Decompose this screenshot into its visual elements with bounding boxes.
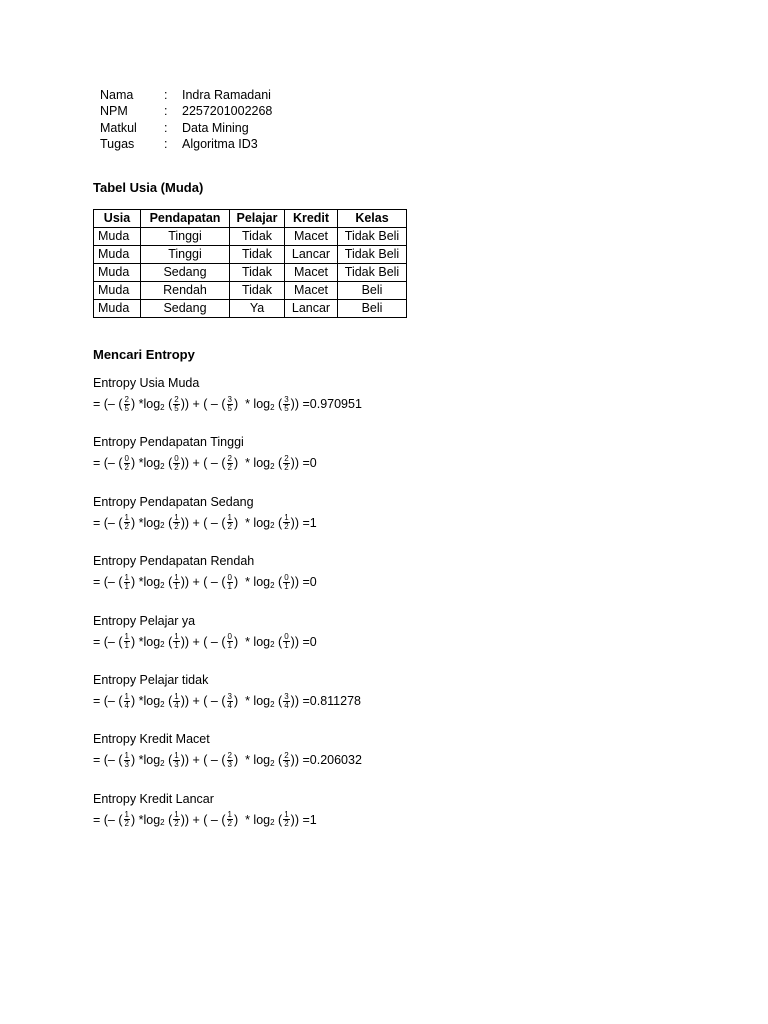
entropy-entry [93, 493, 317, 535]
fraction [227, 811, 233, 828]
table-cell: Beli [338, 282, 407, 300]
entropy-label: Entropy Kredit Lancar [93, 791, 214, 806]
fraction-denominator: 2 [124, 522, 129, 532]
fraction [227, 633, 233, 650]
fraction [283, 514, 289, 531]
fraction-denominator: 5 [124, 403, 129, 413]
table-row [94, 246, 407, 264]
info-key: Matkul [100, 120, 137, 135]
fraction-denominator: 2 [124, 462, 129, 472]
fraction [173, 693, 179, 710]
fraction-numerator: 2 [227, 453, 232, 463]
fraction-numerator: 1 [174, 632, 179, 642]
fraction-numerator: 1 [124, 572, 129, 582]
table-cell: Lancar [285, 246, 338, 264]
fraction [124, 574, 130, 591]
fraction-denominator: 4 [284, 700, 289, 710]
table-cell: Tidak [230, 264, 285, 282]
fraction [283, 396, 289, 413]
fraction-denominator: 3 [227, 759, 232, 769]
fraction-numerator: 1 [174, 691, 179, 701]
fraction [173, 455, 179, 472]
fraction-denominator: 2 [174, 819, 179, 829]
fraction-denominator: 5 [174, 403, 179, 413]
table-cell: Tidak Beli [338, 264, 407, 282]
fraction [173, 633, 179, 650]
table-header-cell: Pelajar [230, 210, 285, 228]
fraction-denominator: 4 [124, 700, 129, 710]
info-row [100, 120, 272, 136]
entropy-result: 0 [309, 575, 317, 590]
table-cell: Muda [94, 282, 141, 300]
fraction-numerator: 2 [227, 750, 232, 760]
fraction [283, 455, 289, 472]
table-cell: Beli [338, 300, 407, 318]
data-table [93, 209, 407, 318]
table-cell: Sedang [141, 264, 230, 282]
fraction [124, 455, 130, 472]
table-cell: Macet [285, 264, 338, 282]
fraction [173, 752, 179, 769]
fraction-denominator: 1 [284, 641, 289, 651]
table-cell: Tinggi [141, 228, 230, 246]
fraction-denominator: 3 [124, 759, 129, 769]
entropy-formula: = (– ( $\frac{2}{5}$ ) *log 2 ( $\frac{2}{5}$ )) + ( – ( $\frac{3}{5}$ ) * log 2 ( $\frac{3}{5}$ )) = 0.970951 [93, 394, 362, 413]
fraction [124, 396, 130, 413]
entropy-section-title: Mencari Entropy [93, 347, 195, 362]
fraction-numerator: 0 [124, 453, 129, 463]
table-cell: Tidak [230, 282, 285, 300]
fraction [283, 752, 289, 769]
table-header-cell: Usia [94, 210, 141, 228]
fraction [227, 455, 233, 472]
fraction-denominator: 1 [174, 641, 179, 651]
fraction-numerator: 3 [227, 691, 232, 701]
entropy-label: Entropy Kredit Macet [93, 732, 210, 747]
fraction-denominator: 1 [124, 641, 129, 651]
info-row [100, 103, 272, 119]
fraction-numerator: 2 [284, 453, 289, 463]
table-cell: Muda [94, 228, 141, 246]
entropy-formula: = (– ( $\frac{1}{1}$ ) *log 2 ( $\frac{1}{1}$ )) + ( – ( $\frac{0}{1}$ ) * log 2 ( $\frac{0}{1}$ )) = 0 [93, 572, 317, 591]
info-key: Nama [100, 88, 134, 102]
fraction-numerator: 0 [284, 632, 289, 642]
table-cell: Rendah [141, 282, 230, 300]
fraction [227, 752, 233, 769]
fraction-numerator: 1 [124, 691, 129, 701]
table-header-row [94, 210, 407, 228]
fraction-numerator: 1 [227, 810, 232, 820]
info-value: 2257201002268 [182, 104, 273, 119]
table-cell: Tidak [230, 246, 285, 264]
fraction-numerator: 1 [174, 750, 179, 760]
table-cell: Muda [94, 246, 141, 264]
entropy-label: Entropy Pelajar tidak [93, 673, 209, 687]
entropy-result: 0.811278 [309, 694, 361, 708]
table-cell: Tidak Beli [338, 246, 407, 264]
fraction-numerator: 1 [284, 513, 289, 523]
fraction-numerator: 1 [124, 513, 129, 523]
fraction [124, 811, 130, 828]
fraction-denominator: 4 [174, 700, 179, 710]
fraction [283, 633, 289, 650]
fraction-numerator: 0 [227, 632, 232, 642]
fraction-denominator: 2 [284, 522, 289, 532]
entropy-entry [93, 671, 361, 713]
info-value: Indra Ramadani [182, 88, 271, 102]
info-value: Algoritma ID3 [182, 136, 258, 151]
fraction-numerator: 1 [174, 810, 179, 820]
fraction-numerator: 2 [124, 394, 129, 404]
table-cell: Tidak Beli [338, 228, 407, 246]
fraction [124, 752, 130, 769]
fraction-denominator: 2 [124, 819, 129, 829]
table-row [94, 300, 407, 318]
fraction-denominator: 2 [227, 522, 232, 532]
student-info [100, 87, 272, 152]
table-cell: Macet [285, 228, 338, 246]
fraction-denominator: 2 [227, 462, 232, 472]
entropy-formula: = (– ( $\frac{0}{2}$ ) *log 2 ( $\frac{0}{2}$ )) + ( – ( $\frac{2}{2}$ ) * log 2 ( $\frac{2}{2}$ )) = 0 [93, 453, 317, 472]
info-key: NPM [100, 104, 128, 119]
entropy-formula: = (– ( $\frac{1}{1}$ ) *log 2 ( $\frac{1}{1}$ )) + ( – ( $\frac{0}{1}$ ) * log 2 ( $\frac{0}{1}$ )) = 0 [93, 632, 317, 651]
entropy-label: Entropy Pendapatan Tinggi [93, 435, 244, 450]
table-cell: Muda [94, 264, 141, 282]
entropy-formula: = (– ( $\frac{1}{3}$ ) *log 2 ( $\frac{1}{3}$ )) + ( – ( $\frac{2}{3}$ ) * log 2 ( $\frac{2}{3}$ )) = 0.206032 [93, 750, 362, 769]
info-row [100, 136, 272, 152]
entropy-entry [93, 790, 317, 832]
info-sep: : [164, 120, 168, 135]
fraction [283, 574, 289, 591]
entropy-formula: = (– ( $\frac{1}{2}$ ) *log 2 ( $\frac{1}{2}$ )) + ( – ( $\frac{1}{2}$ ) * log 2 ( $\frac{1}{2}$ )) = 1 [93, 513, 317, 532]
info-sep: : [164, 136, 168, 151]
fraction-denominator: 4 [227, 700, 232, 710]
table-row [94, 264, 407, 282]
fraction-numerator: 1 [124, 632, 129, 642]
fraction-denominator: 1 [227, 581, 232, 591]
fraction-denominator: 2 [174, 462, 179, 472]
info-sep: : [164, 88, 168, 102]
fraction-numerator: 1 [227, 513, 232, 523]
table-header-cell: Kredit [285, 210, 338, 228]
fraction-numerator: 2 [174, 394, 179, 404]
fraction [227, 574, 233, 591]
fraction-numerator: 3 [284, 394, 289, 404]
table-cell: Ya [230, 300, 285, 318]
fraction-numerator: 1 [124, 750, 129, 760]
entropy-entry [93, 374, 362, 416]
table-cell: Lancar [285, 300, 338, 318]
entropy-result: 0 [309, 634, 317, 649]
fraction-denominator: 2 [227, 819, 232, 829]
entropy-label: Entropy Usia Muda [93, 376, 200, 390]
fraction-numerator: 1 [174, 572, 179, 582]
table-cell: Muda [94, 300, 141, 318]
fraction-denominator: 5 [227, 403, 232, 413]
fraction [227, 396, 233, 413]
fraction-denominator: 1 [227, 641, 232, 651]
info-sep: : [164, 104, 168, 119]
fraction [173, 396, 179, 413]
entropy-entry [93, 433, 317, 475]
fraction-denominator: 1 [124, 581, 129, 591]
fraction [173, 574, 179, 591]
fraction-denominator: 1 [284, 581, 289, 591]
table-cell: Tidak [230, 228, 285, 246]
fraction-numerator: 2 [284, 750, 289, 760]
fraction [124, 633, 130, 650]
entropy-result: 0.206032 [309, 753, 362, 768]
table-cell: Sedang [141, 300, 230, 318]
fraction-denominator: 1 [174, 581, 179, 591]
fraction [283, 811, 289, 828]
fraction-numerator: 1 [174, 513, 179, 523]
entropy-entry [93, 730, 362, 772]
fraction-numerator: 0 [284, 572, 289, 582]
table-row [94, 282, 407, 300]
fraction-denominator: 2 [174, 522, 179, 532]
fraction-numerator: 1 [284, 810, 289, 820]
fraction [173, 811, 179, 828]
fraction-numerator: 1 [124, 810, 129, 820]
entropy-result: 1 [309, 812, 317, 827]
fraction-denominator: 5 [284, 403, 289, 413]
info-value: Data Mining [182, 120, 249, 135]
table-cell: Tinggi [141, 246, 230, 264]
table-row [94, 228, 407, 246]
fraction-numerator: 0 [227, 572, 232, 582]
table-title: Tabel Usia (Muda) [93, 180, 204, 195]
entropy-formula: = (– ( $\frac{1}{2}$ ) *log 2 ( $\frac{1}{2}$ )) + ( – ( $\frac{1}{2}$ ) * log 2 ( $\frac{1}{2}$ )) = 1 [93, 810, 317, 829]
entropy-result: 0.970951 [309, 397, 362, 411]
fraction-numerator: 3 [227, 394, 232, 404]
table-cell: Macet [285, 282, 338, 300]
fraction-denominator: 2 [284, 462, 289, 472]
fraction-numerator: 0 [174, 453, 179, 463]
fraction [124, 514, 130, 531]
entropy-entry [93, 612, 317, 654]
entropy-label: Entropy Pelajar ya [93, 613, 196, 628]
fraction [124, 693, 130, 710]
fraction [173, 514, 179, 531]
fraction [227, 693, 233, 710]
entropy-result: 1 [309, 515, 317, 530]
entropy-label: Entropy Pendapatan Rendah [93, 554, 255, 569]
table-header-cell: Kelas [338, 210, 407, 228]
entropy-label: Entropy Pendapatan Sedang [93, 494, 254, 509]
fraction [227, 514, 233, 531]
fraction-numerator: 3 [284, 691, 289, 701]
table-header-cell: Pendapatan [141, 210, 230, 228]
info-key: Tugas [100, 136, 135, 151]
info-row [100, 87, 272, 103]
entropy-formula: = (– ( $\frac{1}{4}$ ) *log 2 ( $\frac{1}{4}$ )) + ( – ( $\frac{3}{4}$ ) * log 2 ( $\frac{3}{4}$ )) = 0.811278 [93, 691, 361, 710]
entropy-result: 0 [309, 456, 317, 471]
fraction [283, 693, 289, 710]
fraction-denominator: 2 [284, 819, 289, 829]
fraction-denominator: 3 [174, 759, 179, 769]
entropy-entry [93, 552, 317, 594]
fraction-denominator: 3 [284, 759, 289, 769]
